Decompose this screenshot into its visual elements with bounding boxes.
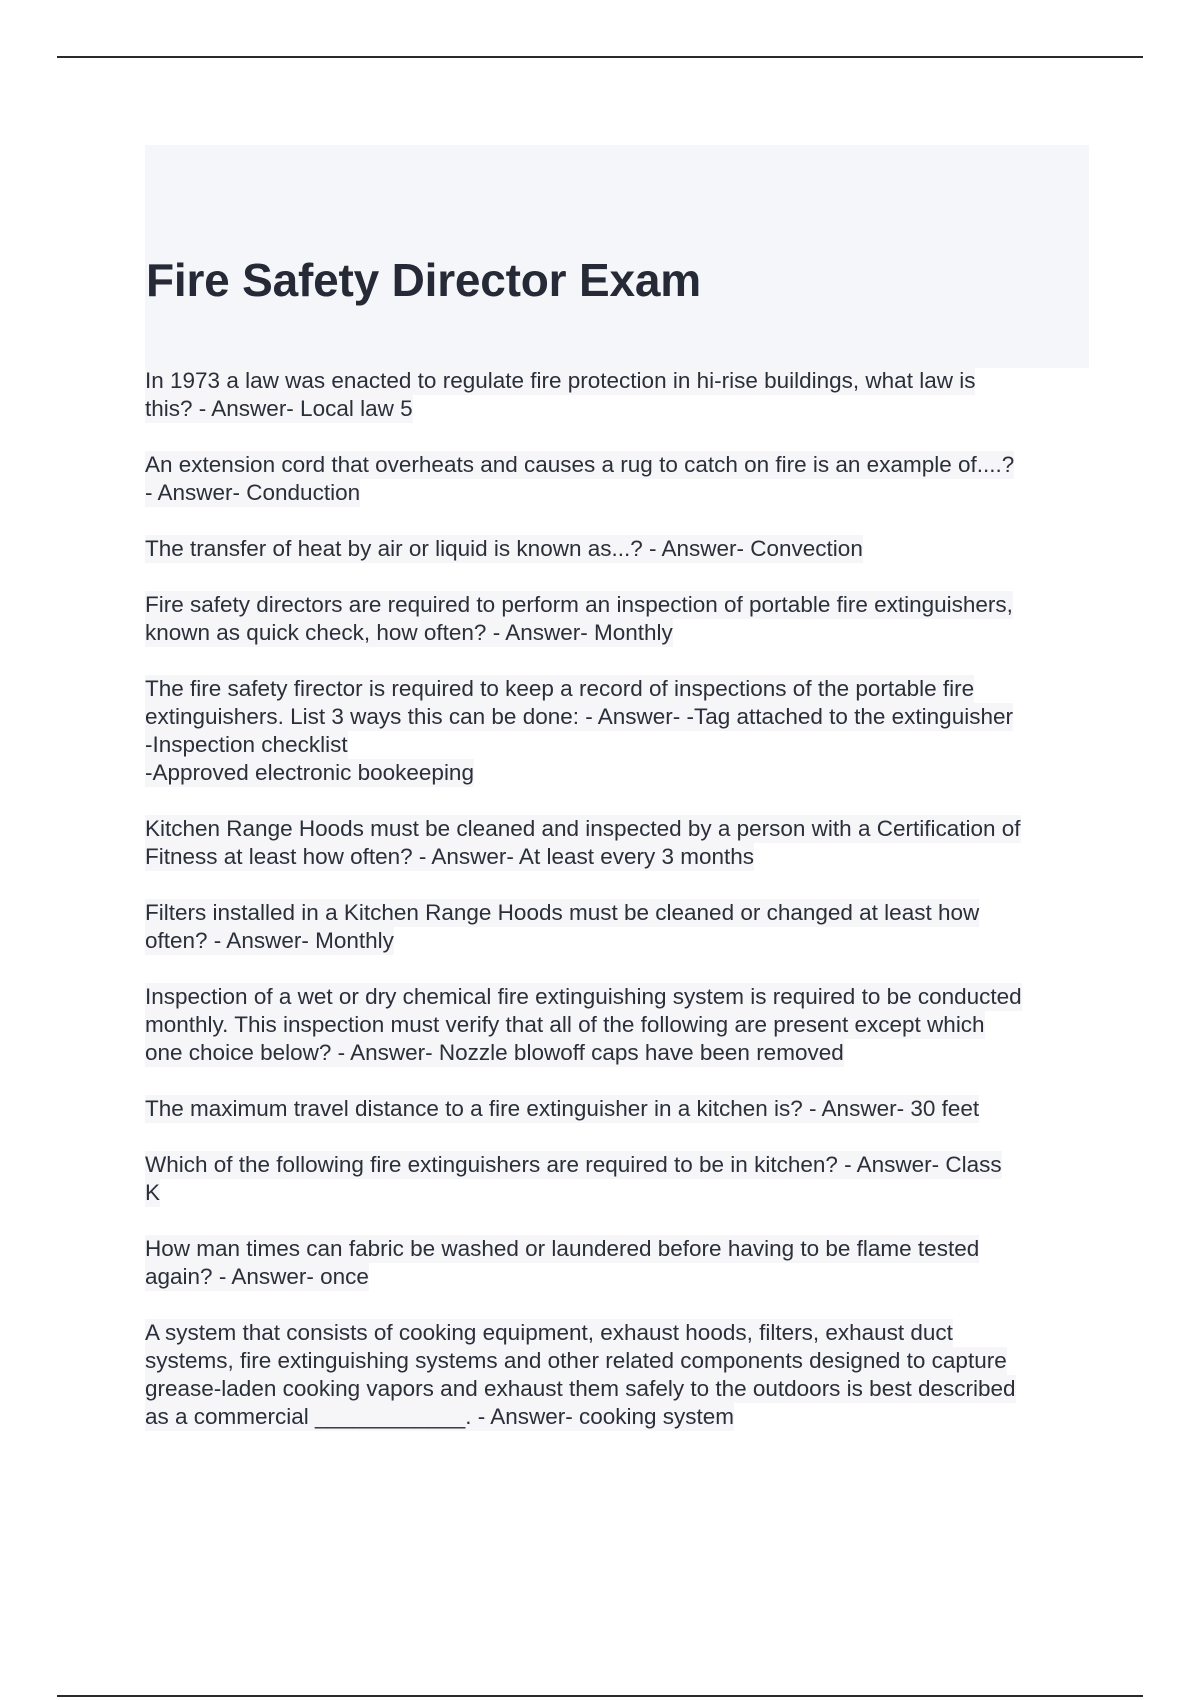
qa-line: A system that consists of cooking equipment, exhaust hoods, filters, exhaust duct: [145, 1320, 953, 1345]
qa-line: How man times can fabric be washed or laundered before having to be flame tested: [145, 1236, 980, 1261]
qa-line: -Inspection checklist: [145, 732, 348, 757]
qa-line: The fire safety firector is required to keep a record of inspections of the portable fire: [145, 676, 975, 701]
qa-line: - Answer- Conduction: [145, 480, 361, 505]
bottom-rule: [57, 1695, 1143, 1697]
qa-item: [145, 535, 1089, 563]
qa-item: [145, 1235, 1089, 1291]
page-title: Fire Safety Director Exam: [146, 254, 701, 306]
qa-item: [145, 591, 1089, 647]
qa-line: this? - Answer- Local law 5: [145, 396, 413, 421]
qa-line: one choice below? - Answer- Nozzle blowoff caps have been removed: [145, 1040, 844, 1065]
qa-item: [145, 367, 1089, 423]
qa-line: In 1973 a law was enacted to regulate fire protection in hi-rise buildings, what law is: [145, 368, 976, 393]
qa-list: [145, 367, 1089, 1459]
qa-item: [145, 1151, 1089, 1207]
qa-line: Inspection of a wet or dry chemical fire extinguishing system is required to be conducted: [145, 984, 1022, 1009]
qa-line: The transfer of heat by air or liquid is known as...? - Answer- Convection: [145, 536, 863, 561]
qa-item: [145, 983, 1089, 1067]
qa-line: systems, fire extinguishing systems and other related components designed to capture: [145, 1348, 1007, 1373]
top-rule: [57, 56, 1143, 58]
qa-line: again? - Answer- once: [145, 1264, 369, 1289]
qa-line: often? - Answer- Monthly: [145, 928, 394, 953]
qa-line: Fitness at least how often? - Answer- At least every 3 months: [145, 844, 755, 869]
qa-item: [145, 1095, 1089, 1123]
qa-line: Fire safety directors are required to perform an inspection of portable fire extinguishers,: [145, 592, 1013, 617]
qa-item: [145, 899, 1089, 955]
qa-item: [145, 675, 1089, 787]
qa-line: as a commercial ____________. - Answer- cooking system: [145, 1404, 735, 1429]
qa-item: [145, 815, 1089, 871]
qa-line: grease-laden cooking vapors and exhaust them safely to the outdoors is best described: [145, 1376, 1016, 1401]
qa-line: extinguishers. List 3 ways this can be done: - Answer- -Tag attached to the extinguisher: [145, 704, 1013, 729]
qa-line: known as quick check, how often? - Answer- Monthly: [145, 620, 673, 645]
qa-line: Kitchen Range Hoods must be cleaned and inspected by a person with a Certification of: [145, 816, 1021, 841]
qa-item: [145, 1319, 1089, 1431]
qa-line: -Approved electronic bookeeping: [145, 760, 474, 785]
qa-line: The maximum travel distance to a fire extinguisher in a kitchen is? - Answer- 30 feet: [145, 1096, 980, 1121]
qa-line: K: [145, 1180, 161, 1205]
qa-line: monthly. This inspection must verify that all of the following are present except which: [145, 1012, 985, 1037]
qa-line: Which of the following fire extinguishers are required to be in kitchen? - Answer- Class: [145, 1152, 1002, 1177]
qa-item: [145, 451, 1089, 507]
qa-line: An extension cord that overheats and causes a rug to catch on fire is an example of....?: [145, 452, 1015, 477]
qa-line: Filters installed in a Kitchen Range Hoods must be cleaned or changed at least how: [145, 900, 980, 925]
